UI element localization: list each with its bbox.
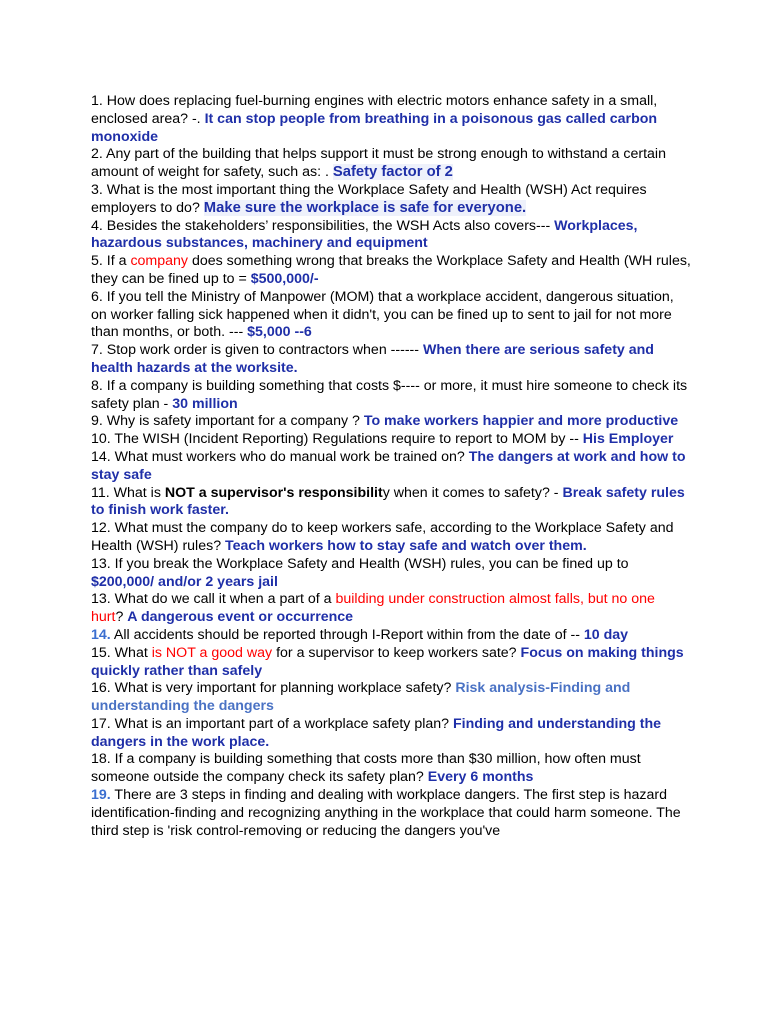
emphasis-text: company [130,253,189,270]
question-text: 8. If a company is building something that costs $---- or more, it must hire someone to check its safety plan - [91,377,688,412]
answer-text: Make sure the workplace is safe for everyone. [203,199,527,216]
qa-list [91,93,691,840]
answer-text: $200,000/ and/or 2 years jail [91,573,278,590]
question-text: ? [115,609,128,626]
question-text: does something wrong that breaks the Workplace Safety and Health (WH rules, they can be fined up to = [91,253,691,287]
answer-text: A dangerous event or occurrence [127,609,354,626]
answer-text: Finding and understanding the dangers in the work place. [91,715,662,750]
question-number: 14. [91,626,111,643]
question-text: 6. If you tell the Ministry of Manpower (MOM) that a workplace accident, dangerous situation, on worker falling sick happened when it didn't, you can be fined up to sent to jail for not more than months, or both. --- [91,288,674,341]
qa-item-q5 [91,253,691,289]
bold-text: NOT a supervisor's responsibilit [164,484,383,501]
qa-item-q7 [91,342,691,378]
qa-item-q11 [91,485,691,521]
question-text: 13. What do we call it when a part of a [91,591,336,608]
answer-text: $5,000 --6 [247,324,312,341]
answer-text: Break safety rules to finish work faster. [91,484,685,519]
qa-item-q12 [91,520,691,556]
question-text: 2. Any part of the building that helps support it must be strong enough to withstand a certain amount of weight for safety, such as: . [91,146,666,181]
answer-text: Safety factor of 2 [332,164,453,181]
qa-item-q17 [91,716,691,752]
answer-text: Risk analysis-Finding and understanding the dangers [91,680,631,715]
answer-text: 10 day [583,626,629,643]
question-text: 11. What is [91,484,165,501]
question-text: 18. If a company is building something that costs more than $30 million, how often must someone outside the company check its safety plan? [91,751,641,786]
question-text: 16. What is very important for planning workplace safety? [91,680,456,697]
question-text: 7. Stop work order is given to contractors when ------ [91,342,423,359]
qa-item-q13a [91,556,691,592]
qa-item-q6 [91,289,691,342]
answer-text: Focus on making things quickly rather than safely [91,644,684,679]
qa-item-q4 [91,218,691,254]
answer-text: The dangers at work and how to stay safe [91,448,686,483]
qa-item-q8 [91,378,691,414]
qa-item-q10 [91,431,691,449]
answer-text: Every 6 months [427,769,534,786]
answer-text: To make workers happier and more productive [363,413,679,430]
question-text: 15. What [91,644,152,661]
answer-text: His Employer [582,431,674,448]
answer-text: When there are serious safety and health hazards at the worksite. [91,342,654,376]
question-text: for a supervisor to keep workers sate? [272,644,521,661]
question-text: 5. If a [91,253,131,270]
question-text: 9. Why is safety important for a company ? [91,413,364,430]
qa-item-q19 [91,787,691,840]
answer-text: $500,000/- [250,270,319,287]
answer-text: Teach workers how to stay safe and watch over them. [225,537,587,554]
qa-item-q9 [91,413,691,431]
question-text: 4. Besides the stakeholders’ responsibilities, the WSH Acts also covers--- [91,217,555,234]
question-text: 3. What is the most important thing the Workplace Safety and Health (WSH) Act requires employers to do? [91,181,647,216]
question-text: y when it comes to safety? - [382,484,563,501]
question-text: There are 3 steps in finding and dealing with workplace dangers. The first step is hazard identification-finding and recognizing anything in the workplace that could harm someone. The third step is 'risk control-removing or reducing the dangers you've [91,787,681,839]
qa-item-q2 [91,146,691,182]
qa-item-q1 [91,93,691,146]
question-text: 10. The WISH (Incident Reporting) Regulations require to report to MOM by -- [91,431,583,448]
question-number: 19. [91,787,111,804]
qa-item-q16 [91,680,691,716]
qa-item-q15 [91,645,691,681]
qa-item-q14a [91,449,691,485]
qa-item-q3 [91,182,691,218]
qa-item-q18 [91,751,691,787]
emphasis-text: is NOT a good way [151,644,273,661]
question-text: 13. If you break the Workplace Safety and Health (WSH) rules, you can be fined up to [91,555,629,572]
answer-text: Workplaces, hazardous substances, machinery and equipment [91,217,638,252]
qa-item-q13b [91,591,691,627]
question-text: 17. What is an important part of a workplace safety plan? [91,715,453,732]
question-text: 1. How does replacing fuel-burning engines with electric motors enhance safety in a small, enclosed area? -. [91,93,658,127]
answer-text: 30 million [172,395,238,412]
emphasis-text: building under construction almost falls, but no one hurt [91,591,655,626]
question-text: 12. What must the company do to keep workers safe, according to the Workplace Safety and Health (WSH) rules? [91,520,674,554]
answer-text: It can stop people from breathing in a poisonous gas called carbon monoxide [91,110,658,145]
question-text: 14. What must workers who do manual work be trained on? [91,448,469,465]
question-text: All accidents should be reported through I-Report within from the date of -- [110,626,584,643]
qa-item-q14b [91,627,691,645]
